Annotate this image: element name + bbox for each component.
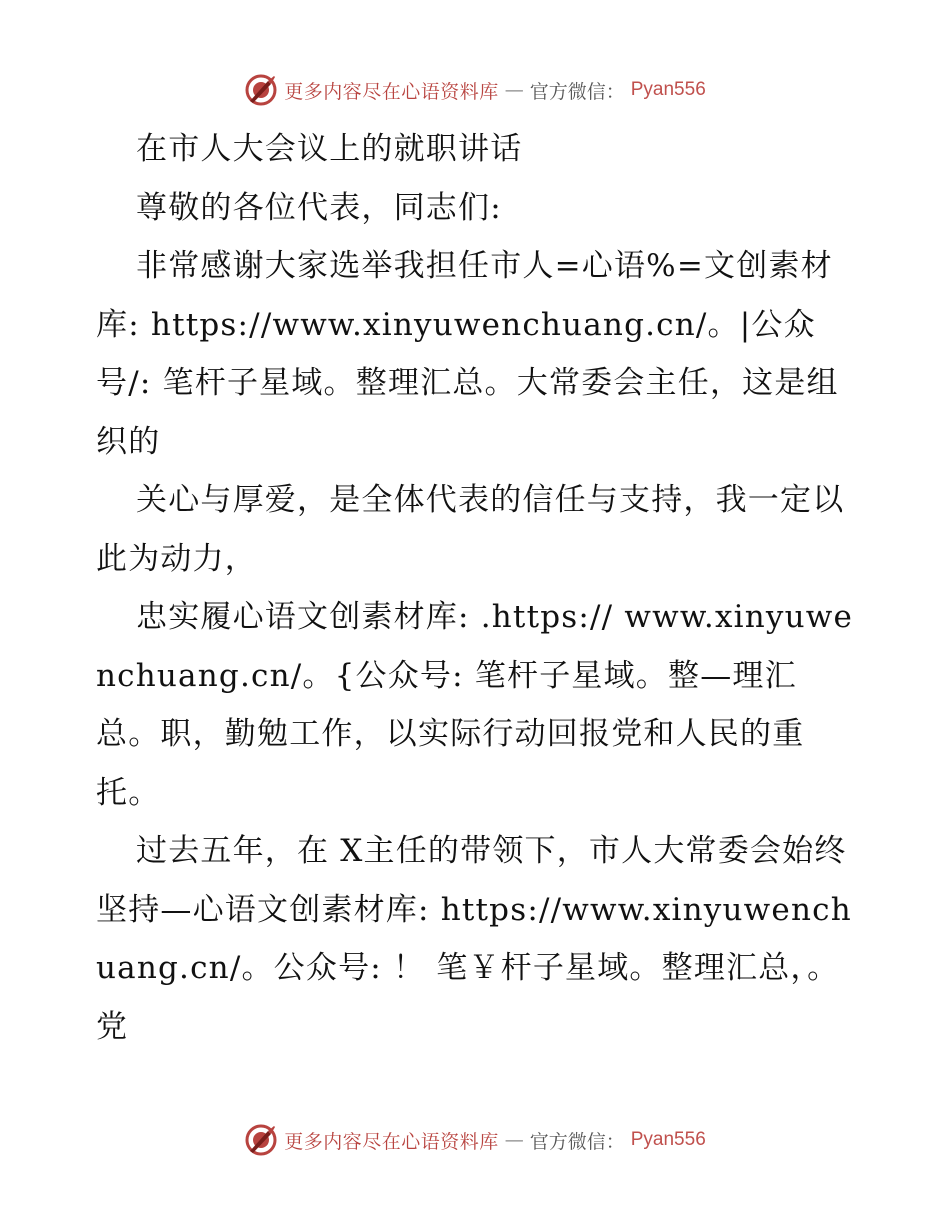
footer-banner xyxy=(0,1120,950,1160)
footer-wechat-account: Pyan556 xyxy=(630,1129,706,1150)
body-paragraph: 关心与厚爱，是全体代表的信任与支持，我一定以此为动力， xyxy=(96,482,845,577)
document-body xyxy=(96,120,856,1056)
footer-separator: — xyxy=(504,1129,524,1151)
quill-logo-icon xyxy=(244,73,278,107)
header-wechat-account: Pyan556 xyxy=(630,79,706,100)
document-title: 在市人大会议上的就职讲话 xyxy=(136,131,523,167)
body-paragraph: 忠实履心语文创素材库: .https:// www.xinyuwenchuang.cn/。{公众号: 笔杆子星域。整—理汇总。职，勤勉工作，以实际行动回报党和人民的重托。 xyxy=(96,599,854,811)
salutation: 尊敬的各位代表，同志们: xyxy=(136,189,502,226)
footer-wechat-label: 官方微信： xyxy=(529,1130,625,1153)
body-paragraph: 非常感谢大家选举我担任市人=心语%=文创素材库: https://www.xinyuwenchuang.cn/。|公众号/: 笔杆子星域。整理汇总。大常委会主任，这是组织的 xyxy=(96,248,839,460)
header-banner xyxy=(0,70,950,110)
footer-brand-text: 更多内容尽在心语资料库 xyxy=(284,1130,499,1153)
quill-logo-icon xyxy=(244,1123,278,1157)
header-brand-text: 更多内容尽在心语资料库 xyxy=(284,80,499,103)
header-separator: — xyxy=(504,79,524,101)
body-paragraph: 过去五年，在 X主任的带领下，市人大常委会始终坚持—心语文创素材库: https://www.xinyuwenchuang.cn/。公众号: ！ 笔￥杆子星域。整理汇总，。党 xyxy=(96,833,852,1045)
header-wechat-label: 官方微信： xyxy=(529,80,625,103)
